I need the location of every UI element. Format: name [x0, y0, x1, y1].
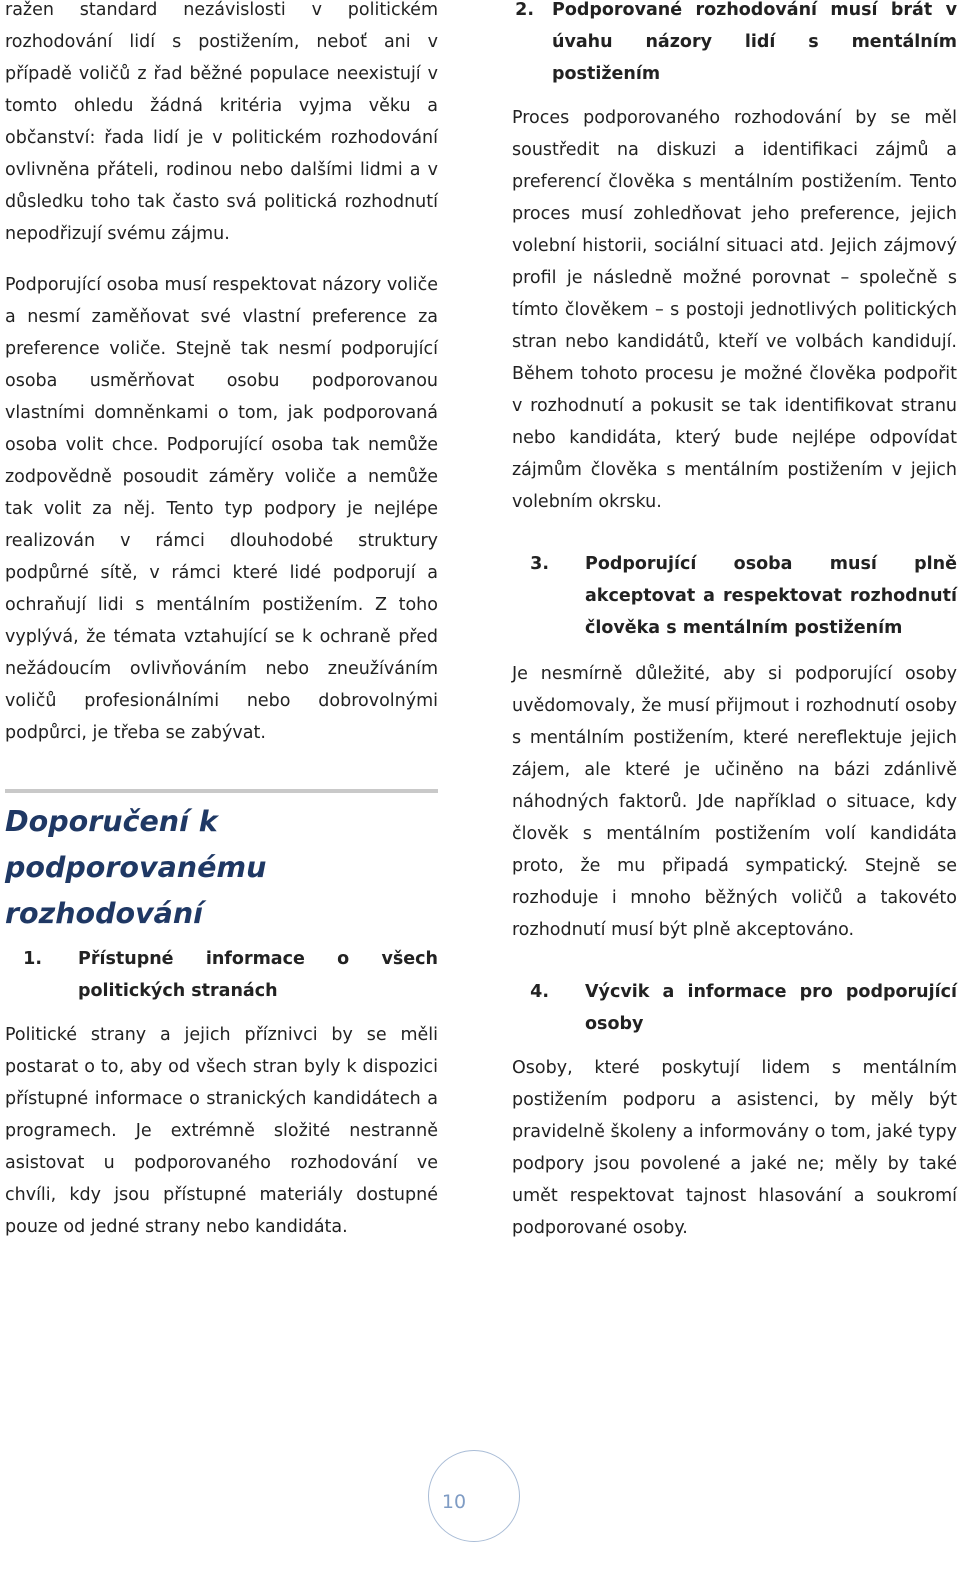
recommendation-2-number: 2. [515, 0, 534, 20]
paragraph-supporter-respect: Podporující osoba musí respektovat názory voliče a nesmí zaměňovat své vlastní preference za preference voliče. Stejně tak nesmí podporující osoba usměrňovat osobu podporovanou vlastními domněnkami o tom, jak podporovaná osoba volit chce. Podporující osoba tak nemůže zodpovědně posoudit záměry voliče a nemůže tak volit za něj. Tento typ podpory je nejlépe realizován v rámci dlouhodobé struktury podpůrné sítě, v rámci které lidé podporují a ochraňují lidi s mentálním postižením. Z toho vyplývá, že témata vztahující se k ochraně před nežádoucím ovlivňováním nebo zneužíváním voličů profesionálními nebo dobrovolnými podpůrci, je třeba se zabývat. [5, 275, 438, 743]
paragraph-accessible-information: Politické strany a jejich příznivci by se měli postarat o to, aby od všech stran byly k dispozici přístupné informace o stranických kandidátech a programech. Je extrémně složité nestranně asistovat u podporovaného rozhodování ve chvíli, kdy jsou přístupné materiály dostupné pouze od jedné strany nebo kandidáta. [5, 1025, 438, 1237]
page-number: 10 [441, 1491, 467, 1513]
left-column [5, 0, 438, 1243]
recommendation-1-title: Přístupné informace o všech politických stranách [78, 949, 438, 1001]
recommendation-3-number: 3. [530, 554, 549, 574]
recommendation-2-heading [512, 0, 957, 90]
recommendation-3-title: Podporující osoba musí plně akceptovat a respektovat rozhodnutí člověka s mentálním postižením [585, 554, 957, 638]
paragraph-accept-decision: Je nesmírně důležité, aby si podporující osoby uvědomovaly, že musí přijmout i rozhodnutí osoby s mentálním postižením, které nereflektuje jejich zájem, ale které je učiněno na bázi zdánlivě náhodných faktorů. Jde například o situace, kdy člověk s mentálním postižením volí kandidáta proto, že mu připadá sympatický. Stejně se rozhoduje i mnoho běžných voličů a takovéto rozhodnutí musí být plně akceptováno. [512, 664, 957, 940]
paragraph-supported-decision-process: Proces podporovaného rozhodování by se měl soustředit na diskuzi a identifikaci zájmů a preferencí člověka s mentálním postižením. Tento proces musí zohledňovat jeho preference, jejich volební historii, sociální situaci atd. Jejich zájmový profil je následně možné porovnat – společně s tímto člověkem – s postoji jednotlivých politických stran nebo kandidátů, kteří ve volbách kandidují. Během tohoto procesu je možné člověka podpořit v rozhodnutí a pokusit se tak identifikovat stranu nebo kandidáta, který bude nejlépe odpovídat zájmům člověka s mentálním postižením v jejich volebním okrsku. [512, 108, 957, 512]
recommendation-2-title: Podporované rozhodování musí brát v úvahu názory lidí s mentálním postižením [552, 0, 957, 84]
section-title: Doporučení k podporovanému rozhodování [5, 805, 267, 930]
recommendation-3-heading [512, 548, 957, 644]
paragraph-training: Osoby, které poskytují lidem s mentálním postižením podporu a asistenci, by měly být pravidelně školeny a informovány o tom, jaké typy podpory jsou povolené a jaké ne; měly by také umět respektovat tajnost hlasování a soukromí podporované osoby. [512, 1058, 957, 1238]
section-divider [5, 789, 438, 793]
recommendation-4-heading [512, 976, 957, 1040]
recommendation-1-number: 1. [23, 949, 42, 969]
recommendation-4-number: 4. [530, 982, 549, 1002]
right-column [512, 0, 957, 1244]
paragraph-independence: ražen standard nezávislosti v politickém rozhodování lidí s postižením, neboť ani v případě voličů z řad běžné populace neexistují v tomto ohledu žádná kritéria vyjma věku a občanství: řada lidí je v politickém rozhodování ovlivněna přáteli, rodinou nebo dalšími lidmi a v důsledku toho tak často svá politická rozhodnutí nepodřizují svému zájmu. [5, 0, 438, 244]
recommendation-1-heading [5, 943, 438, 1007]
recommendation-4-title: Výcvik a informace pro podporující osoby [585, 982, 957, 1034]
